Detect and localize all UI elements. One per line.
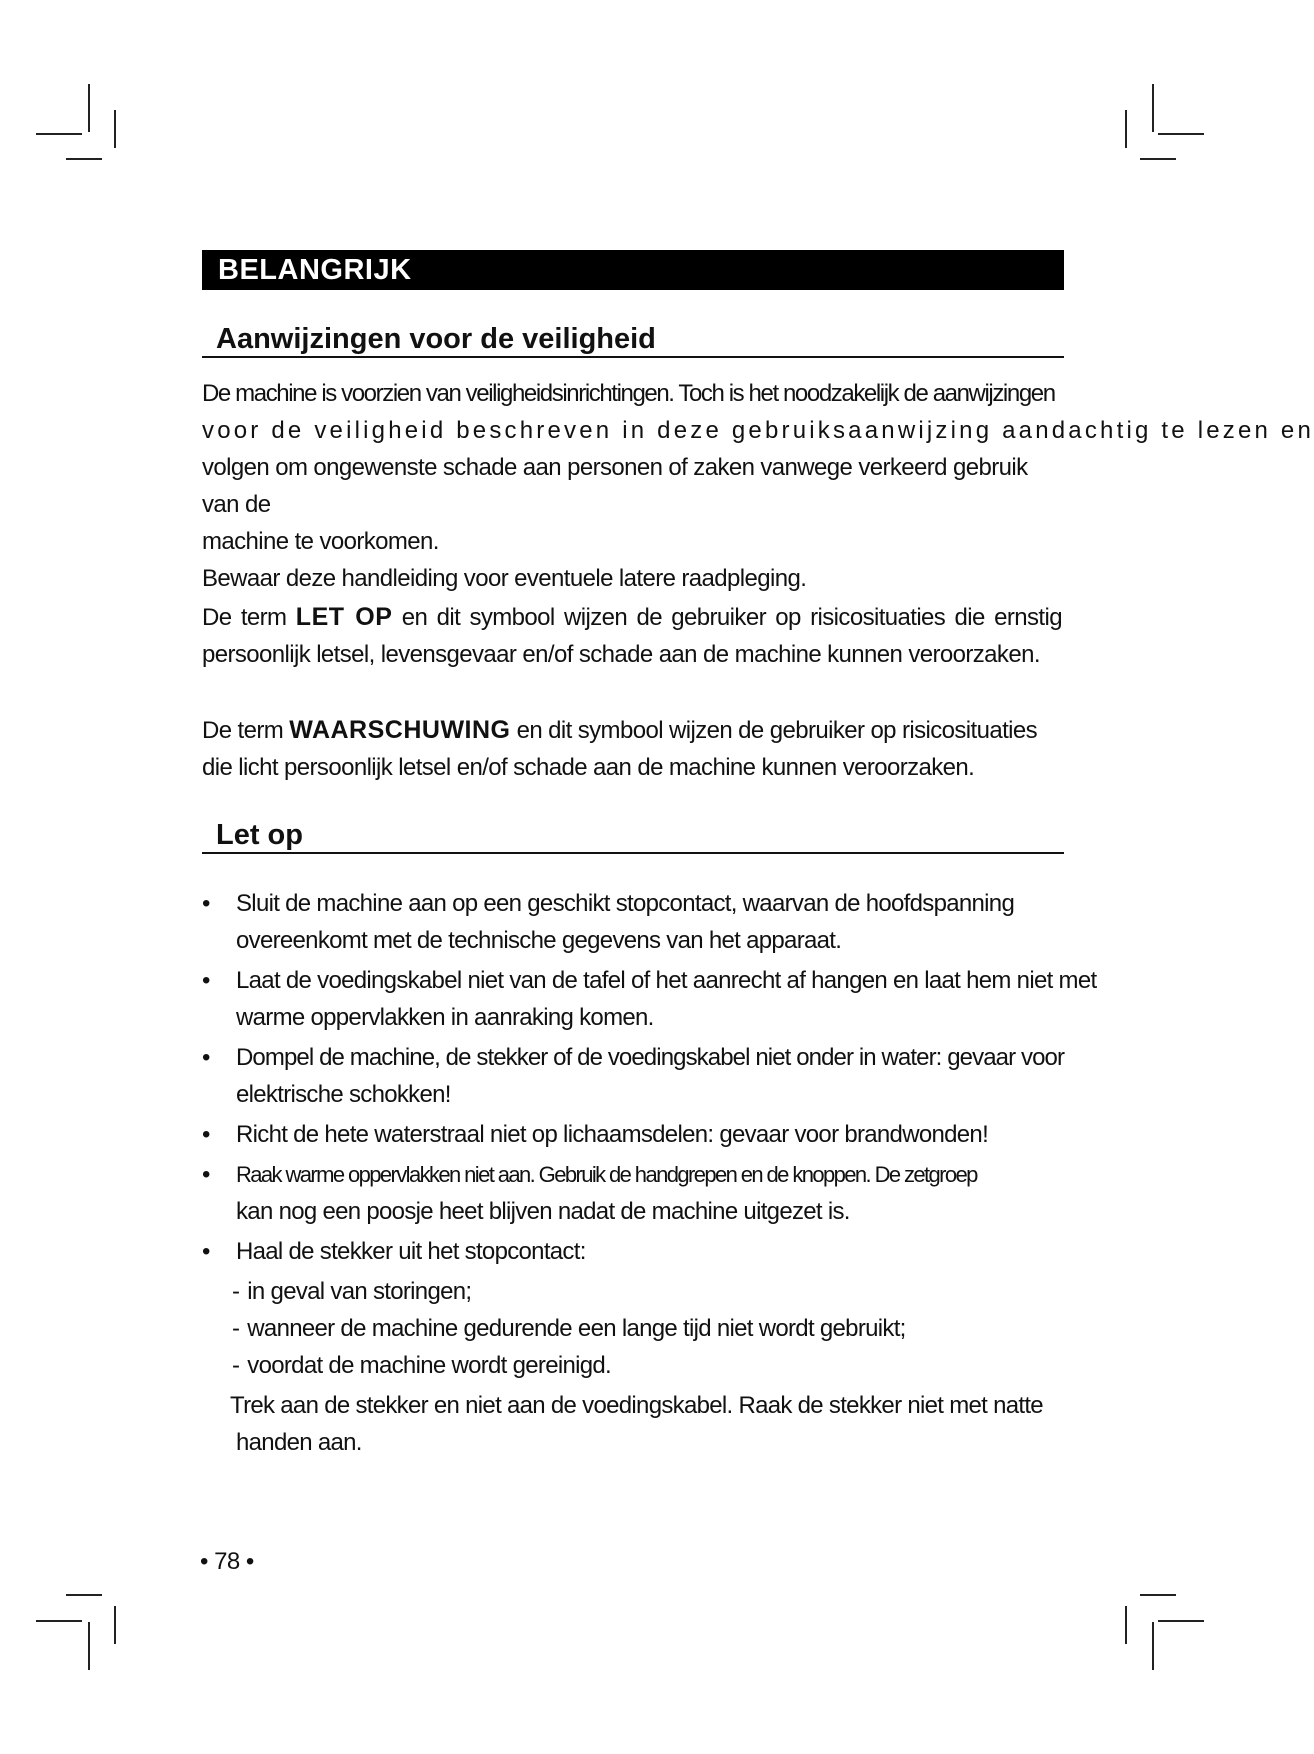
bullet-dot: • (202, 967, 210, 994)
warning-text: en dit symbool wijzen de gebruiker op risicosituaties die licht persoonlijk letsel en/of schade aan de machine kunnen veroorzaken. (202, 717, 1038, 781)
crop-mark (1140, 1594, 1176, 1596)
crop-mark (1158, 133, 1204, 135)
term-prefix: De term (202, 717, 284, 744)
crop-mark (36, 1620, 82, 1622)
note-line: handen aan. (236, 1429, 362, 1456)
sub-list-item (202, 1273, 1068, 1310)
crop-mark (1125, 1606, 1127, 1644)
bullet-dot: • (202, 1238, 210, 1265)
list-item-line: Laat de voedingskabel niet van de tafel of het aanrecht af hangen en laat hem niet met (236, 967, 1097, 994)
sub-list-item (202, 1310, 1068, 1347)
warning-list (202, 885, 1097, 1461)
section-title-safety: Aanwijzingen voor de veiligheid (202, 322, 1064, 358)
term-prefix: De term (202, 604, 287, 631)
dash-marker: - (232, 1352, 240, 1379)
crop-mark (66, 1594, 102, 1596)
crop-mark (114, 1606, 116, 1644)
list-item (202, 962, 1097, 1036)
intro-line: volgen om ongewenste schade aan personen of zaken vanwege verkeerd gebruik van de (202, 454, 1028, 518)
list-item (202, 885, 1068, 959)
crop-mark (1158, 1620, 1204, 1622)
bullet-dot: • (202, 1044, 210, 1071)
crop-mark (1152, 1622, 1154, 1670)
bullet-dot: • (202, 1121, 210, 1148)
letop-paragraph (202, 599, 1062, 673)
letop-text: en dit symbool wijzen de gebruiker op risicosituaties die ernstig persoonlijk letsel, levensgevaar en/of schade aan de machine kunnen veroorzaken. (202, 604, 1062, 668)
warning-paragraph (202, 712, 1064, 786)
crop-mark (88, 84, 90, 132)
note-line: Trek aan de stekker en niet aan de voedingskabel. Raak de stekker niet met natte (230, 1392, 1043, 1419)
crop-mark (66, 158, 102, 160)
list-item-line: Dompel de machine, de stekker of de voedingskabel niet onder in water: gevaar voor (236, 1044, 1065, 1071)
intro-line: voor de veiligheid beschreven in deze gebruiksaanwijzing aandachtig te lezen en (202, 417, 1314, 444)
crop-mark (1152, 84, 1154, 132)
list-item (202, 1156, 1068, 1230)
sub-item-text: voordat de machine wordt gereinigd. (247, 1352, 612, 1379)
crop-mark (114, 110, 116, 148)
page-number: • 78 • (200, 1548, 254, 1575)
warning-keyword: WAARSCHUWING (289, 716, 511, 744)
intro-paragraph (202, 375, 1314, 597)
list-item (202, 1039, 1068, 1113)
section-title-letop: Let op (202, 818, 1064, 854)
list-item-line: elektrische schokken! (236, 1081, 451, 1108)
list-item-line: Raak warme oppervlakken niet aan. Gebruik de handgrepen en de knoppen. De zetgroep (236, 1162, 977, 1187)
crop-mark (88, 1622, 90, 1670)
unplug-note (202, 1387, 1068, 1461)
important-banner: BELANGRIJK (202, 250, 1064, 290)
crop-mark (1140, 158, 1176, 160)
letop-keyword: LET OP (295, 603, 393, 631)
intro-line: machine te voorkomen. (202, 528, 439, 555)
intro-line: Bewaar deze handleiding voor eventuele latere raadpleging. (202, 565, 807, 592)
dash-marker: - (232, 1278, 240, 1305)
intro-line: De machine is voorzien van veiligheidsinrichtingen. Toch is het noodzakelijk de aanwijzingen (202, 380, 1055, 407)
list-item-line: warme oppervlakken in aanraking komen. (236, 1004, 654, 1031)
sub-item-text: in geval van storingen; (247, 1278, 472, 1305)
dash-marker: - (232, 1315, 240, 1342)
crop-mark (1125, 110, 1127, 148)
list-item (202, 1233, 1068, 1270)
list-item-line: kan nog een poosje heet blijven nadat de machine uitgezet is. (236, 1198, 850, 1225)
list-item-line: Haal de stekker uit het stopcontact: (236, 1238, 586, 1265)
bullet-dot: • (202, 890, 210, 917)
list-item-line: Sluit de machine aan op een geschikt stopcontact, waarvan de hoofdspanning (236, 890, 1015, 917)
bullet-dot: • (202, 1161, 210, 1188)
list-item-line: overeenkomt met de technische gegevens van het apparaat. (236, 927, 842, 954)
list-item-line: Richt de hete waterstraal niet op lichaamsdelen: gevaar voor brandwonden! (236, 1121, 989, 1148)
sub-item-text: wanneer de machine gedurende een lange tijd niet wordt gebruikt; (247, 1315, 906, 1342)
crop-mark (36, 133, 82, 135)
sub-list-item (202, 1347, 1068, 1384)
list-item (202, 1116, 1068, 1153)
